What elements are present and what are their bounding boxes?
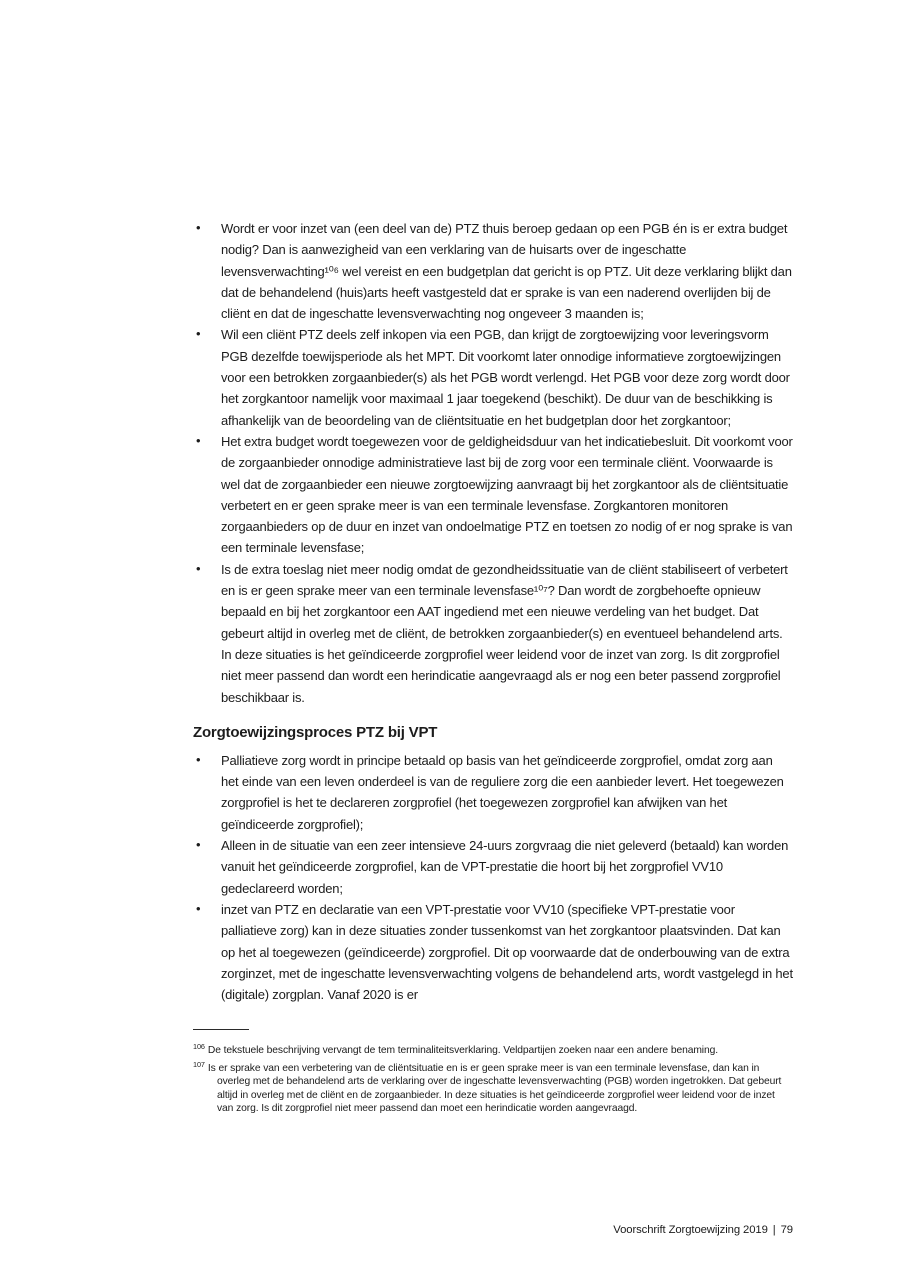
bullet-text: Palliatieve zorg wordt in principe betaald op basis van het geïndiceerde zorgprofiel, omdat zorg aan het einde van een leven onderdeel is van de reguliere zorg die een aanbieder levert. Het toegewezen zorgprofiel is het te declareren zorgprofiel (het toegewezen zorgprofiel kan afwijken van het geïndiceerde zorgprofiel);	[221, 752, 784, 832]
content-area	[193, 218, 793, 1115]
bullet-icon: •	[196, 432, 201, 448]
bullet-item	[193, 324, 793, 430]
footnote-text: Is er sprake van een verbetering van de cliëntsituatie en is er geen sprake meer is van een terminale levensfase, dan kan in overleg met de behandelend arts de verklaring over de ingeschatte levensverwachting (PGB) worden ingetrokken. Dat gebeurt altijd in overleg met de cliënt en de zorgaanbieder. In deze situaties is het geïndiceerde zorgprofiel weer leidend voor de inzet van zorg. Is dit zorgprofiel niet meer passend dan moet een herindicatie worden aangevraagd.	[207, 1062, 782, 1115]
footnote	[193, 1040, 793, 1057]
bullet-icon: •	[196, 900, 201, 916]
bullet-icon: •	[196, 751, 201, 767]
bullet-item	[193, 218, 793, 324]
footnote-marker: 106	[193, 1042, 205, 1052]
bullet-item	[193, 835, 793, 899]
footnote-separator	[193, 1029, 249, 1030]
section-bullet-list	[193, 750, 793, 1006]
bullet-item	[193, 750, 793, 835]
bullet-icon: •	[196, 837, 201, 853]
footer-page-number: 79	[780, 1224, 793, 1236]
intro-bullet-list	[193, 218, 793, 708]
bullet-text: Wordt er voor inzet van (een deel van de) PTZ thuis beroep gedaan op een PGB én is er extra budget nodig? Dan is aanwezigheid van een verklaring van de huisarts over de ingeschatte levensverwachting¹⁰⁶ wel vereist en een budgetplan dat gericht is op PTZ. Uit deze verklaring blijkt dan dat de behandelend (huis)arts heeft vastgesteld dat er sprake is van een naderend overlijden bij de cliënt en dat de ingeschatte levensverwachting nog ongeveer 3 maanden is;	[221, 221, 792, 322]
bullet-item	[193, 431, 793, 559]
bullet-icon: •	[196, 326, 201, 342]
footnote	[193, 1058, 793, 1116]
bullet-text: Het extra budget wordt toegewezen voor de geldigheidsduur van het indicatiebesluit. Dit voorkomt voor de zorgaanbieder onnodige administratieve last bij de zorg voor een terminale cliënt. Voorwaarde is wel dat de zorgaanbieder een nieuwe zorgtoewijzing aanvraagt bij het zorgkantoor als de cliëntsituatie verbetert en er geen sprake meer is van een terminale levensfase. Zorgkantoren monitoren zorgaanbieders op de duur en inzet van ondoelmatige PTZ en toetsen zo nodig of er nog sprake is van een terminale levensfase;	[221, 433, 793, 556]
bullet-item	[193, 899, 793, 1005]
footnote-marker: 107	[193, 1059, 205, 1069]
footnotes-section	[193, 1029, 793, 1115]
footnote-text: De tekstuele beschrijving vervangt de tem terminaliteitsverklaring. Veldpartijen zoeken naar een andere benaming.	[207, 1045, 719, 1057]
page-footer	[613, 1224, 793, 1236]
footer-separator: |	[772, 1224, 776, 1236]
section-heading: Zorgtoewijzingsproces PTZ bij VPT	[193, 723, 438, 741]
footer-document-title: Voorschrift Zorgtoewijzing 2019	[613, 1224, 768, 1236]
bullet-item	[193, 559, 793, 708]
bullet-text: Wil een cliënt PTZ deels zelf inkopen via een PGB, dan krijgt de zorgtoewijzing voor leveringsvorm PGB dezelfde toewijsperiode als het MPT. Dit voorkomt later onnodige informatieve zorgtoewijzingen voor een betrokken zorgaanbieder(s) als het PGB wordt verlengd. Het PGB voor deze zorg wordt door het zorgkantoor namelijk voor maximaal 1 jaar toegekend (beschikt). De duur van de beschikking is afhankelijk van de beoordeling van de cliëntsituatie en het budgetplan door het zorgkantoor;	[221, 327, 790, 428]
bullet-text: Is de extra toeslag niet meer nodig omdat de gezondheidssituatie van de cliënt stabiliseert of verbetert en is er geen sprake meer van een terminale levensfase¹⁰⁷? Dan wordt de zorgbehoefte opnieuw bepaald en bij het zorgkantoor een AAT ingediend met een nieuwe verdeling van het budget. Dat gebeurt altijd in overleg met de cliënt, de betrokken zorgaanbieder(s) en eventueel behandelend arts. In deze situaties is het geïndiceerde zorgprofiel weer leidend voor de inzet van zorg. Is dit zorgprofiel niet meer passend dan wordt een herindicatie aangevraagd als er nog een beter passend zorgprofiel beschikbaar is.	[221, 561, 788, 705]
bullet-icon: •	[196, 220, 201, 235]
bullet-text: inzet van PTZ en declaratie van een VPT-prestatie voor VV10 (specifieke VPT-prestatie voor palliatieve zorg) kan in deze situaties zonder tussenkomst van het zorgkantoor plaatsvinden. Dat kan op het al toegewezen (geïndiceerde) zorgprofiel. Dit op voorwaarde dat de onderbouwing van de extra zorginzet, met de ingeschatte levensverwachting volgens de behandelend arts, wordt vastgelegd in het (digitale) zorgplan. Vanaf 2020 is er	[221, 901, 793, 1003]
bullet-icon: •	[196, 560, 201, 576]
bullet-text: Alleen in de situatie van een zeer intensieve 24-uurs zorgvraag die niet geleverd (betaald) kan worden vanuit het geïndiceerde zorgprofiel, kan de VPT-prestatie die hoort bij het zorgprofiel VV10 gedeclareerd worden;	[221, 838, 789, 896]
